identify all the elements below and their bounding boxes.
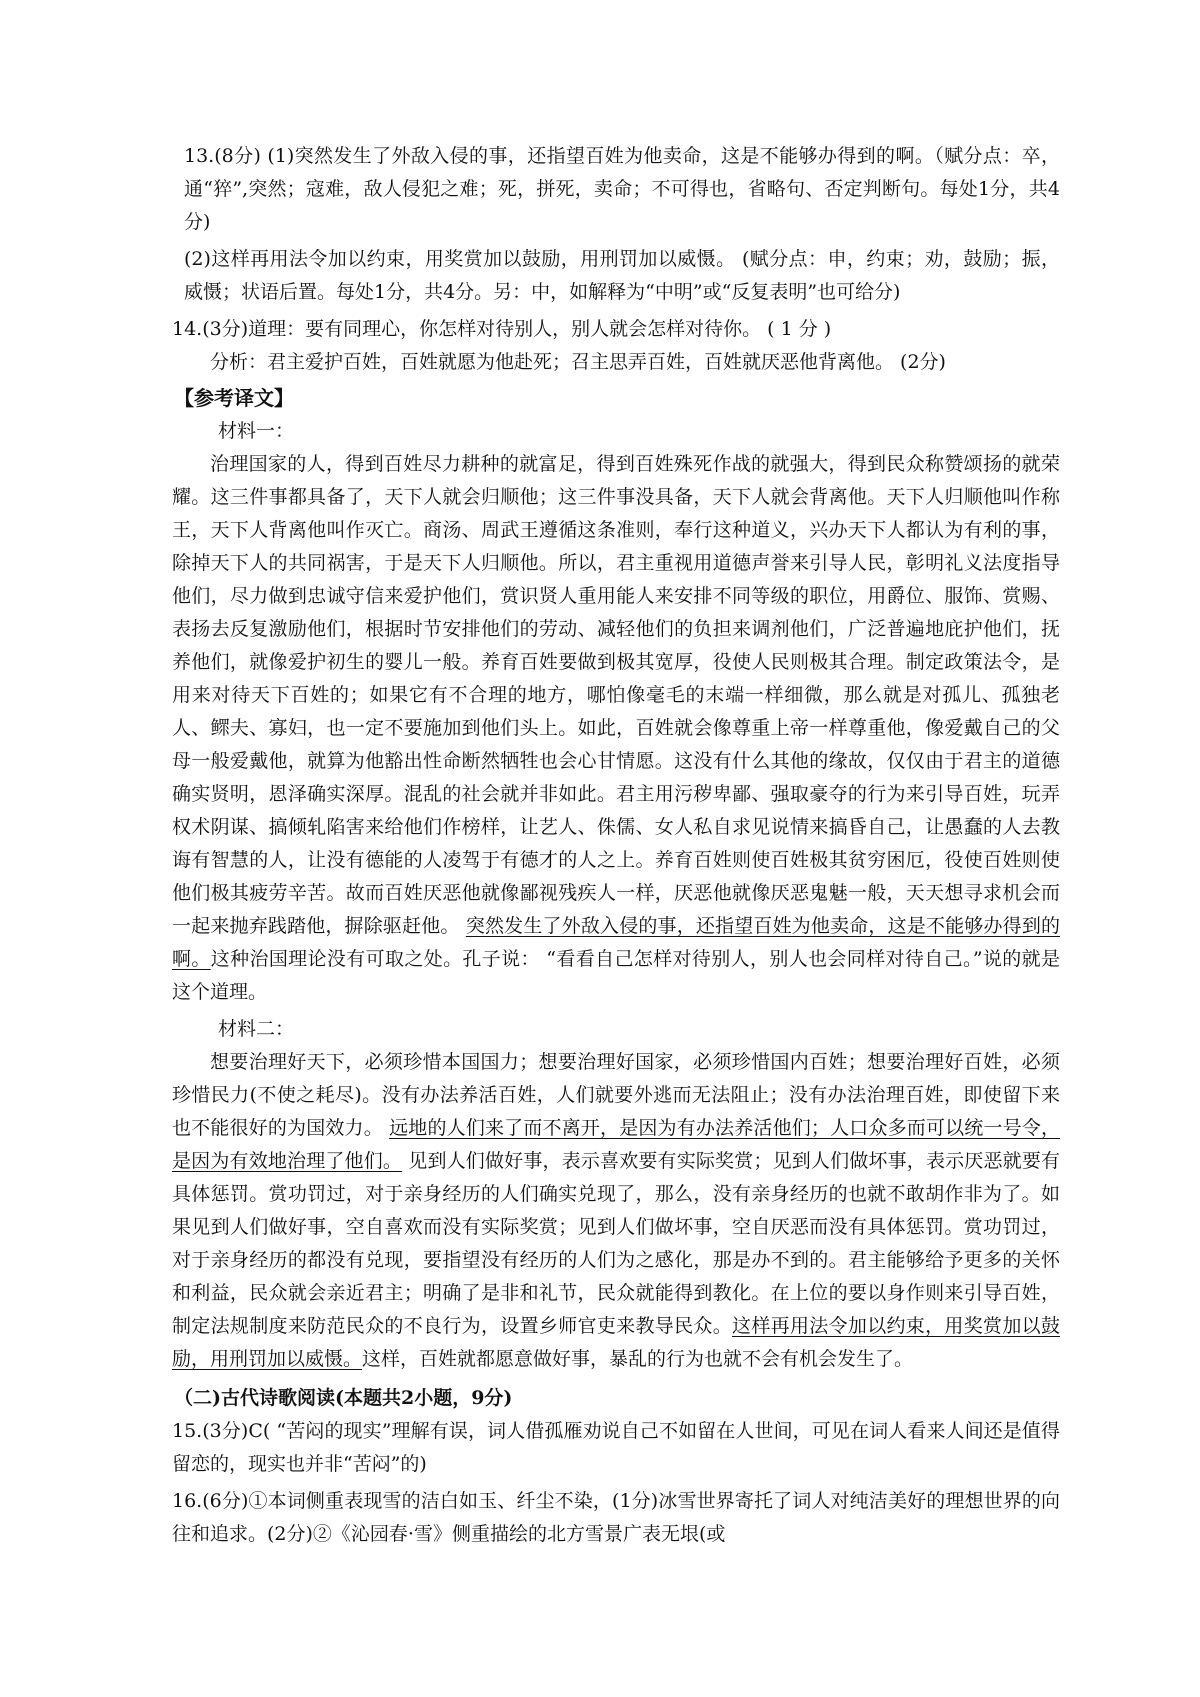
material-2-text-middle: 见到人们做好事，表示喜欢要有实际奖赏；见到人们做坏事，表示厌恶就要有具体惩罚。赏功罚过，对于亲身经历的人们确实兑现了，那么，没有亲身经历的也就不敢胡作非为了。如果见到人们做好事，空自喜欢而没有实际奖赏；见到人们做坏事，空自厌恶而没有具体惩罚。赏功罚过，对于亲身经历的都没有兑现，要指望没有经历的人们为之感化，那是办不到的。君主能够给予更多的关怀和利益，民众就会亲近君主；明确了是非和礼节，民众就能得到教化。在上位的要以身作则来引导百姓，制定法规制度来防范民众的不良行为，设置乡师官吏来教导民众。 xyxy=(172,1150,1060,1337)
material-1-underlined: 突然发生了外敌入侵的事，还指望百姓为他卖命，这是不能够办得到的啊。 xyxy=(172,915,1060,970)
q13-answer-1: 13.(8分) (1)突然发生了外敌入侵的事，还指望百姓为他卖命，这是不能够办得到的啊。（赋分点：卒，通“猝”,突然；寇难，敌人侵犯之难；死，拼死，卖命；不可得也，省略句、否定判断句。每处1分，共4分) xyxy=(184,145,1060,233)
q15-answer: 15.(3分)C( “苦闷的现实”理解有误，词人借孤雁劝说自己不如留在人世间，可见在词人看来人间还是值得留恋的，现实也并非“苦闷”的) xyxy=(172,1420,1060,1475)
material-1-text xyxy=(172,448,1060,1009)
reference-translation-heading: 【参考译文】 xyxy=(174,386,294,410)
material-2-underlined-2: 这样再用法令加以约束，用奖赏加以鼓励，用刑罚加以威慑。 xyxy=(172,1315,1060,1370)
q14-answer-1: 14.(3分)道理：要有同理心，你怎样对待别人，别人就会怎样对待你。 ( 1 分 ) xyxy=(172,318,832,340)
material-2-underlined-1: 远地的人们来了而不离开，是因为有办法养活他们；人口众多而可以统一号令，是因为有效地治理了他们。 xyxy=(172,1117,1060,1172)
answer-page xyxy=(172,140,1060,1551)
material-1-text-before: 治理国家的人，得到百姓尽力耕种的就富足，得到百姓殊死作战的就强大，得到民众称赞颂扬的就荣耀。这三件事都具备了，天下人就会归顺他；这三件事没具备，天下人就会背离他。天下人归顺他叫作称王，天下人背离他叫作灭亡。商汤、周武王遵循这条准则，奉行这种道义，兴办天下人都认为有利的事，除掉天下人的共同祸害，于是天下人归顺他。所以，君主重视用道德声誉来引导人民，彰明礼义法度指导他们，尽力做到忠诚守信来爱护他们，赏识贤人重用能人来安排不同等级的职位，用爵位、服饰、赏赐、表扬去反复激励他们，根据时节安排他们的劳动、减轻他们的负担来调剂他们，广泛普遍地庇护他们，抚养他们，就像爱护初生的婴儿一般。养育百姓要做到极其宽厚，役使人民则极其合理。制定政策法令，是用来对待天下百姓的；如果它有不合理的地方，哪怕像毫毛的末端一样细微，那么就是对孤儿、孤独老人、鳏夫、寡妇，也一定不要施加到他们头上。如此，百姓就会像尊重上帝一样尊重他，像爱戴自己的父母一般爱戴他，就算为他豁出性命断然牺牲也会心甘情愿。这没有什么其他的缘故，仅仅由于君主的道德确实贤明，恩泽确实深厚。混乱的社会就并非如此。君主用污秽卑鄙、强取豪夺的行为来引导百姓，玩弄权术阴谋、搞倾轧陷害来给他们作榜样，让艺人、侏儒、女人私自求见说情来搞昏自己，让愚蠢的人去教诲有智慧的人，让没有德能的人凌驾于有德才的人之上。养育百姓则使百姓极其贫穷困厄，役使百姓则使他们极其疲劳辛苦。故而百姓厌恶他就像鄙视残疾人一样，厌恶他就像厌恶鬼魅一般，天天想寻求机会而一起来抛弃践踏他，摒除驱赶他。 xyxy=(172,453,1060,937)
q13-answer-2: (2)这样再用法令加以约束，用奖赏加以鼓励，用刑罚加以威慑。 (赋分点：申，约束；劝，鼓励；振，威慑；状语后置。每处1分，共4分。另：中，如解释为“中明”或“反复表明”也可给分) xyxy=(184,248,1060,303)
q16-answer: 16.(6分)①本词侧重表现雪的洁白如玉、纤尘不染，(1分)冰雪世界寄托了词人对纯洁美好的理想世界的向往和追求。(2分)②《沁园春·雪》侧重描绘的北方雪景广表无垠(或 xyxy=(172,1490,1060,1545)
material-2-label: 材料二： xyxy=(218,1018,295,1040)
material-2-text-after: 这样，百姓就都愿意做好事，暴乱的行为也就不会有机会发生了。 xyxy=(362,1348,914,1370)
q14-answer-2: 分析：君主爱护百姓，百姓就愿为他赴死；召主思弄百姓，百姓就厌恶他背离他。 (2分) xyxy=(210,351,946,373)
material-1-label: 材料一： xyxy=(218,420,295,442)
material-2-text xyxy=(172,1046,1060,1376)
material-1-text-after: 这种治国理论没有可取之处。孔子说： “看看自己怎样对待别人，别人也会同样对待自己。”说的就是这个道理。 xyxy=(172,948,1060,1003)
material-2-text-before: 想要治理好天下，必须珍惜本国国力；想要治理好国家，必须珍惜国内百姓；想要治理好百姓，必须珍惜民力(不使之耗尽)。没有办法养活百姓，人们就要外逃而无法阻止；没有办法治理百姓，即使留下来也不能很好的为国效力。 xyxy=(172,1051,1060,1139)
section-2-heading: （二)古代诗歌阅读(本题共2小题，9分) xyxy=(174,1387,513,1409)
